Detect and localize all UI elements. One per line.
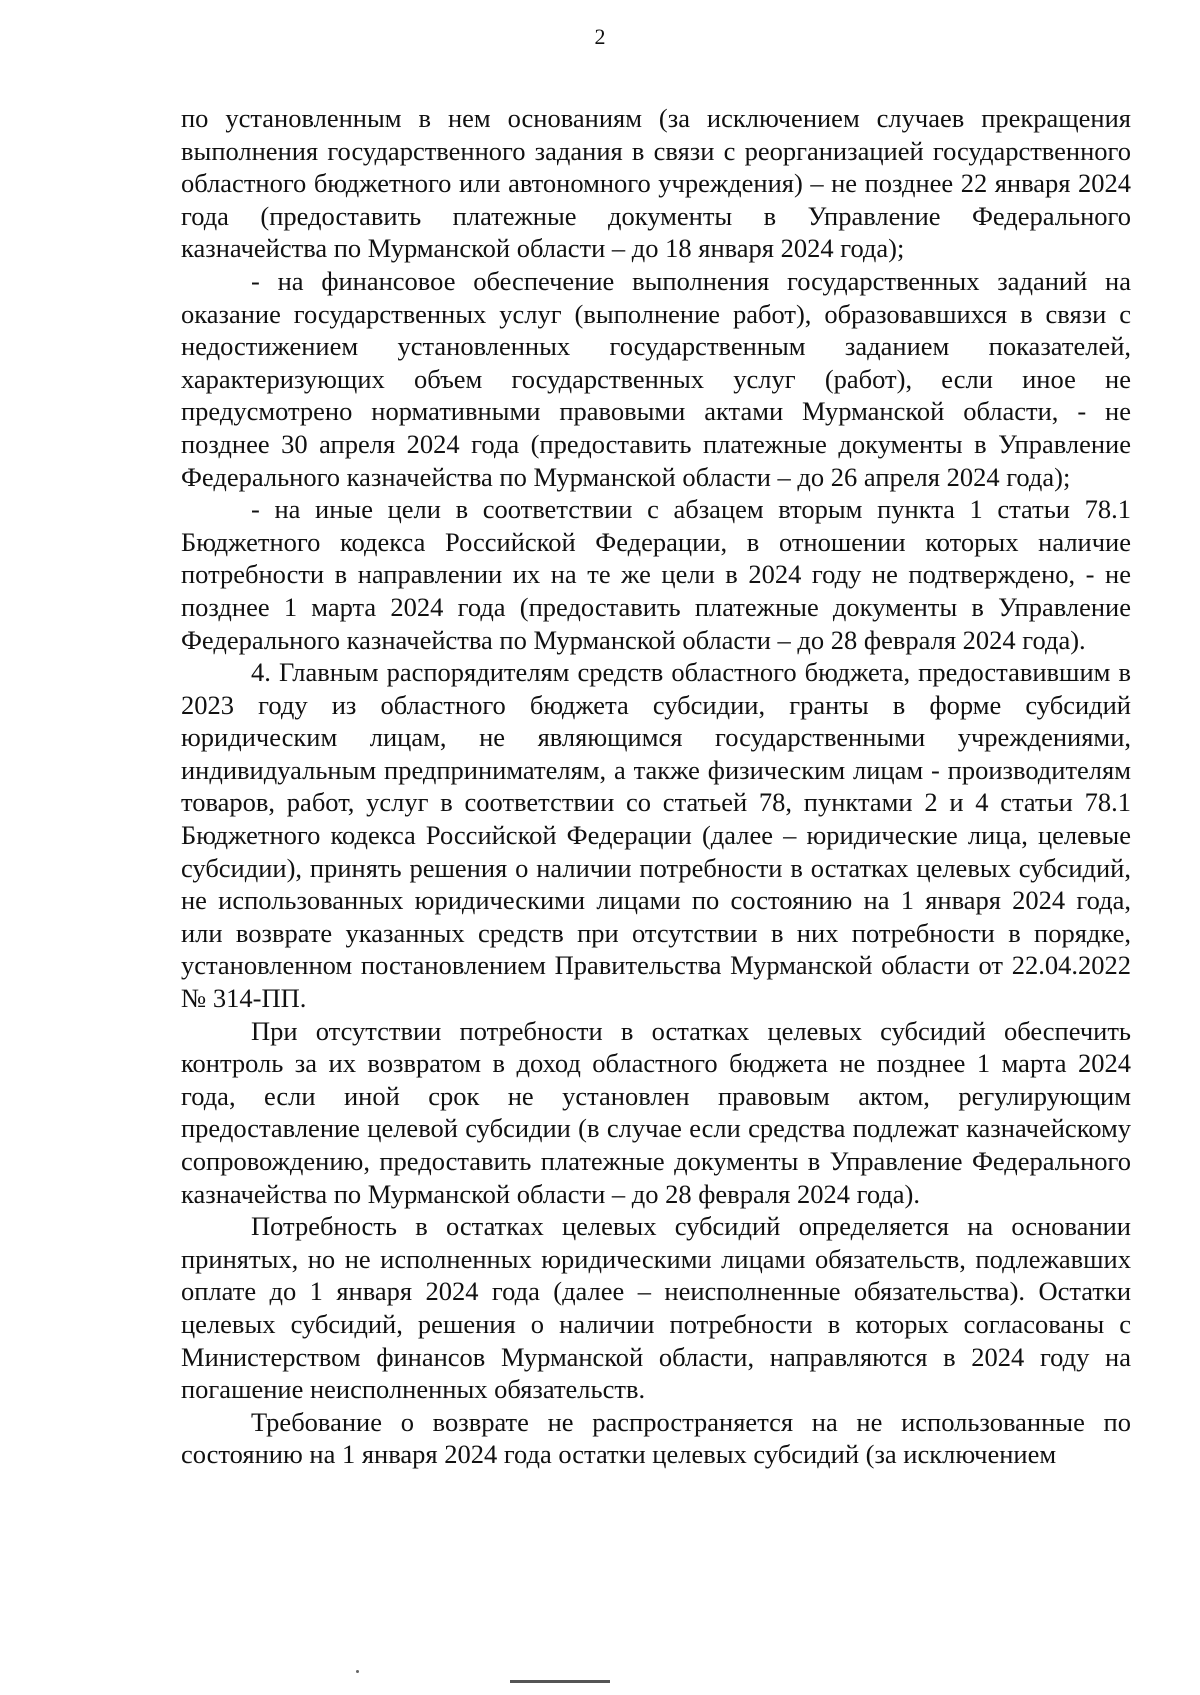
paragraph-state-assignments: - на финансовое обеспечение выполнения государственных заданий на оказание государственных услуг (выполнение работ), образовавшихся в связи с недостижением установленных государственным заданием показателей, характеризующих объем государственных услуг (работ), если иное не предусмотрено нормативными правовыми актами Мурманской области, - не позднее 30 апреля 2024 года (предоставить платежные документы в Управление Федерального казначейства по Мурманской области – до 26 апреля 2024 года); [181, 265, 1131, 492]
page-number: 2 [594, 24, 606, 49]
footer-line-mark [510, 1680, 610, 1683]
paragraph-return-control: При отсутствии потребности в остатках целевых субсидий обеспечить контроль за их возвратом в доход областного бюджета не позднее 1 марта 2024 года, если иной срок не установлен правовым актом, регулирующим предоставление целевой субсидии (в случае если средства подлежат казначейскому сопровождению, предоставить платежные документы в Управление Федерального казначейства по Мурманской области – до 28 февраля 2024 года). [181, 1015, 1131, 1209]
paragraph-other-purposes: - на иные цели в соответствии с абзацем вторым пункта 1 статьи 78.1 Бюджетного кодекса Российской Федерации, в отношении которых наличие потребности в направлении их на те же цели в 2024 году не подтверждено, - не позднее 1 марта 2024 года (предоставить платежные документы в Управление Федерального казначейства по Мурманской области – до 28 февраля 2024 года). [181, 494, 1131, 655]
paragraph-item-4: 4. Главным распорядителям средств областного бюджета, предоставившим в 2023 году из областного бюджета субсидии, гранты в форме субсидий юридическим лицам, не являющимся государственными учреждениями, индивидуальным предпринимателям, а также физическим лицам - производителям товаров, работ, услуг в соответствии со статьей 78, пунктами 2 и 4 статьи 78.1 Бюджетного кодекса Российской Федерации (далее – юридические лица, целевые субсидии), принять решения о наличии потребности в остатках целевых субсидий, не использованных юридическими лицами по состоянию на 1 января 2024 года, или возврате указанных средств при отсутствии в них потребности в порядке, установленном постановлением Правительства Мурманской области от 22.04.2022 № 314-ПП. [181, 657, 1131, 1014]
paragraph-continuation: по установленным в нем основаниям (за исключением случаев прекращения выполнения государственного задания в связи с реорганизацией государственного областного бюджетного или автономного учреждения) – не позднее 22 января 2024 года (предоставить платежные документы в Управление Федерального казначейства по Мурманской области – до 18 января 2024 года); [181, 103, 1131, 264]
paragraph-return-requirement: Требование о возврате не распространяется на не использованные по состоянию на 1 января 2024 года остатки целевых субсидий (за исключением [181, 1406, 1131, 1470]
document-body [181, 102, 1131, 1471]
scan-dot [356, 1670, 359, 1673]
paragraph-need-definition: Потребность в остатках целевых субсидий определяется на основании принятых, но не исполненных юридическими лицами обязательств, подлежавших оплате до 1 января 2024 года (далее – неисполненные обязательства). Остатки целевых субсидий, решения о наличии потребности в которых согласованы с Министерством финансов Мурманской области, направляются в 2024 году на погашение неисполненных обязательств. [181, 1211, 1131, 1405]
